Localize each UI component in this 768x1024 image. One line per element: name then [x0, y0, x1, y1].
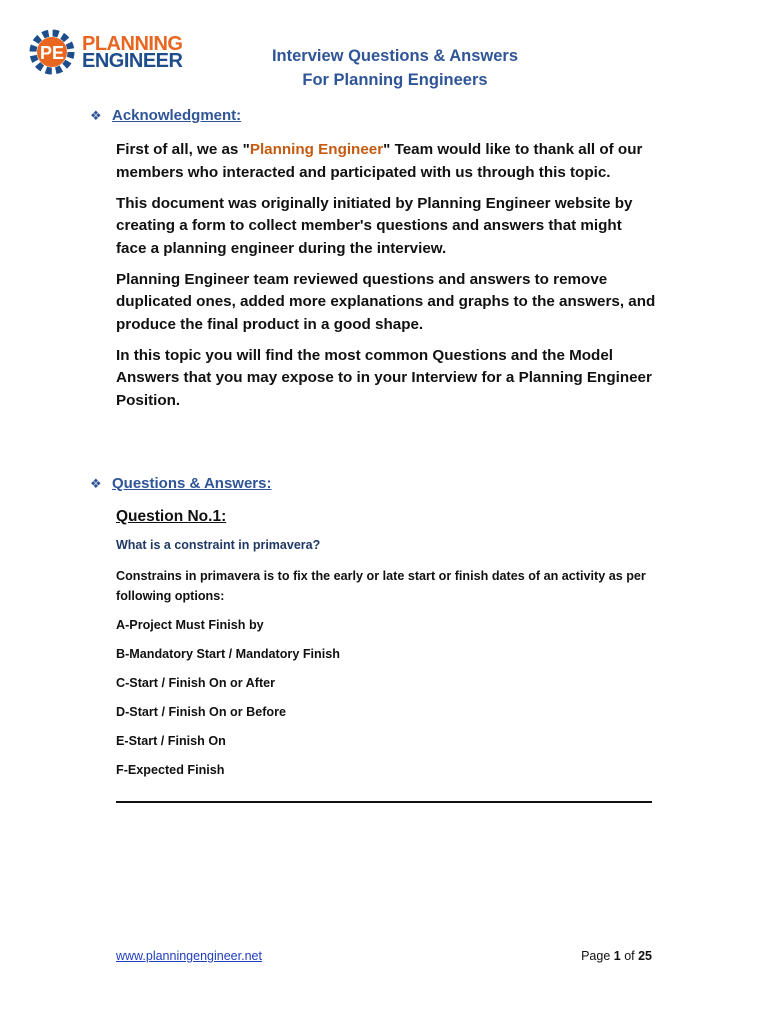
planning-engineer-highlight: Planning Engineer	[249, 141, 384, 158]
question-text: What is a constraint in primavera?	[116, 538, 321, 552]
list-item: B-Mandatory Start / Mandatory Finish	[116, 647, 340, 661]
questions-answers-heading	[90, 475, 271, 492]
title-line-2: For Planning Engineers	[302, 71, 488, 89]
document-title	[220, 44, 570, 92]
constraint-options-list	[116, 615, 340, 789]
ack-paragraph-4: In this topic you will find the most common Questions and the Model Answers that you may expose to in your Interview for a Planning Engineer Position.	[116, 346, 652, 409]
acknowledgment-heading-text: Acknowledgment:	[112, 107, 242, 124]
website-link[interactable]: www.planningengineer.net	[116, 949, 262, 963]
logo-word-engineer: ENGINEER	[82, 50, 183, 72]
questions-answers-heading-text: Questions & Answers:	[112, 475, 272, 492]
ack-paragraph-2: This document was originally initiated by Planning Engineer website by creating a form to collect member's questions and answers that might face a planning engineer during the interview.	[116, 194, 633, 257]
list-item: E-Start / Finish On	[116, 734, 226, 748]
section-divider	[116, 801, 652, 803]
ack-p1-before: First of all, we as "	[116, 141, 250, 158]
ack-paragraph-3: Planning Engineer team reviewed questions and answers to remove duplicated ones, added more explanations and graphs to the answers, and produce the final product in a good shape.	[116, 270, 656, 333]
list-item: C-Start / Finish On or After	[116, 676, 276, 690]
ack-paragraph-1	[116, 139, 656, 184]
list-item: A-Project Must Finish by	[116, 618, 264, 632]
page-prefix: Page	[581, 949, 614, 963]
acknowledgment-body	[116, 139, 656, 421]
planning-engineer-logo	[26, 26, 186, 78]
list-item: D-Start / Finish On or Before	[116, 705, 287, 719]
page-total: 25	[638, 949, 652, 963]
page-current: 1	[613, 949, 621, 963]
answer-intro: Constrains in primavera is to fix the early or late start or finish dates of an activity as per following options:	[116, 569, 646, 603]
gear-logo-icon	[26, 26, 78, 78]
svg-text:PE: PE	[39, 43, 65, 63]
logo-word-planning: PLANNING	[82, 33, 183, 55]
page-counter	[581, 949, 652, 963]
ack-p1-after: " Team would like to thank all of our members who interacted and participated with us through this topic.	[116, 141, 643, 181]
acknowledgment-heading	[90, 107, 241, 124]
diamond-bullet-icon: ❖	[90, 476, 102, 491]
page-separator: of	[620, 949, 639, 963]
diamond-bullet-icon: ❖	[90, 108, 102, 123]
question-number-label: Question No.1:	[116, 508, 227, 525]
title-line-1: Interview Questions & Answers	[271, 47, 519, 65]
list-item: F-Expected Finish	[116, 763, 225, 777]
